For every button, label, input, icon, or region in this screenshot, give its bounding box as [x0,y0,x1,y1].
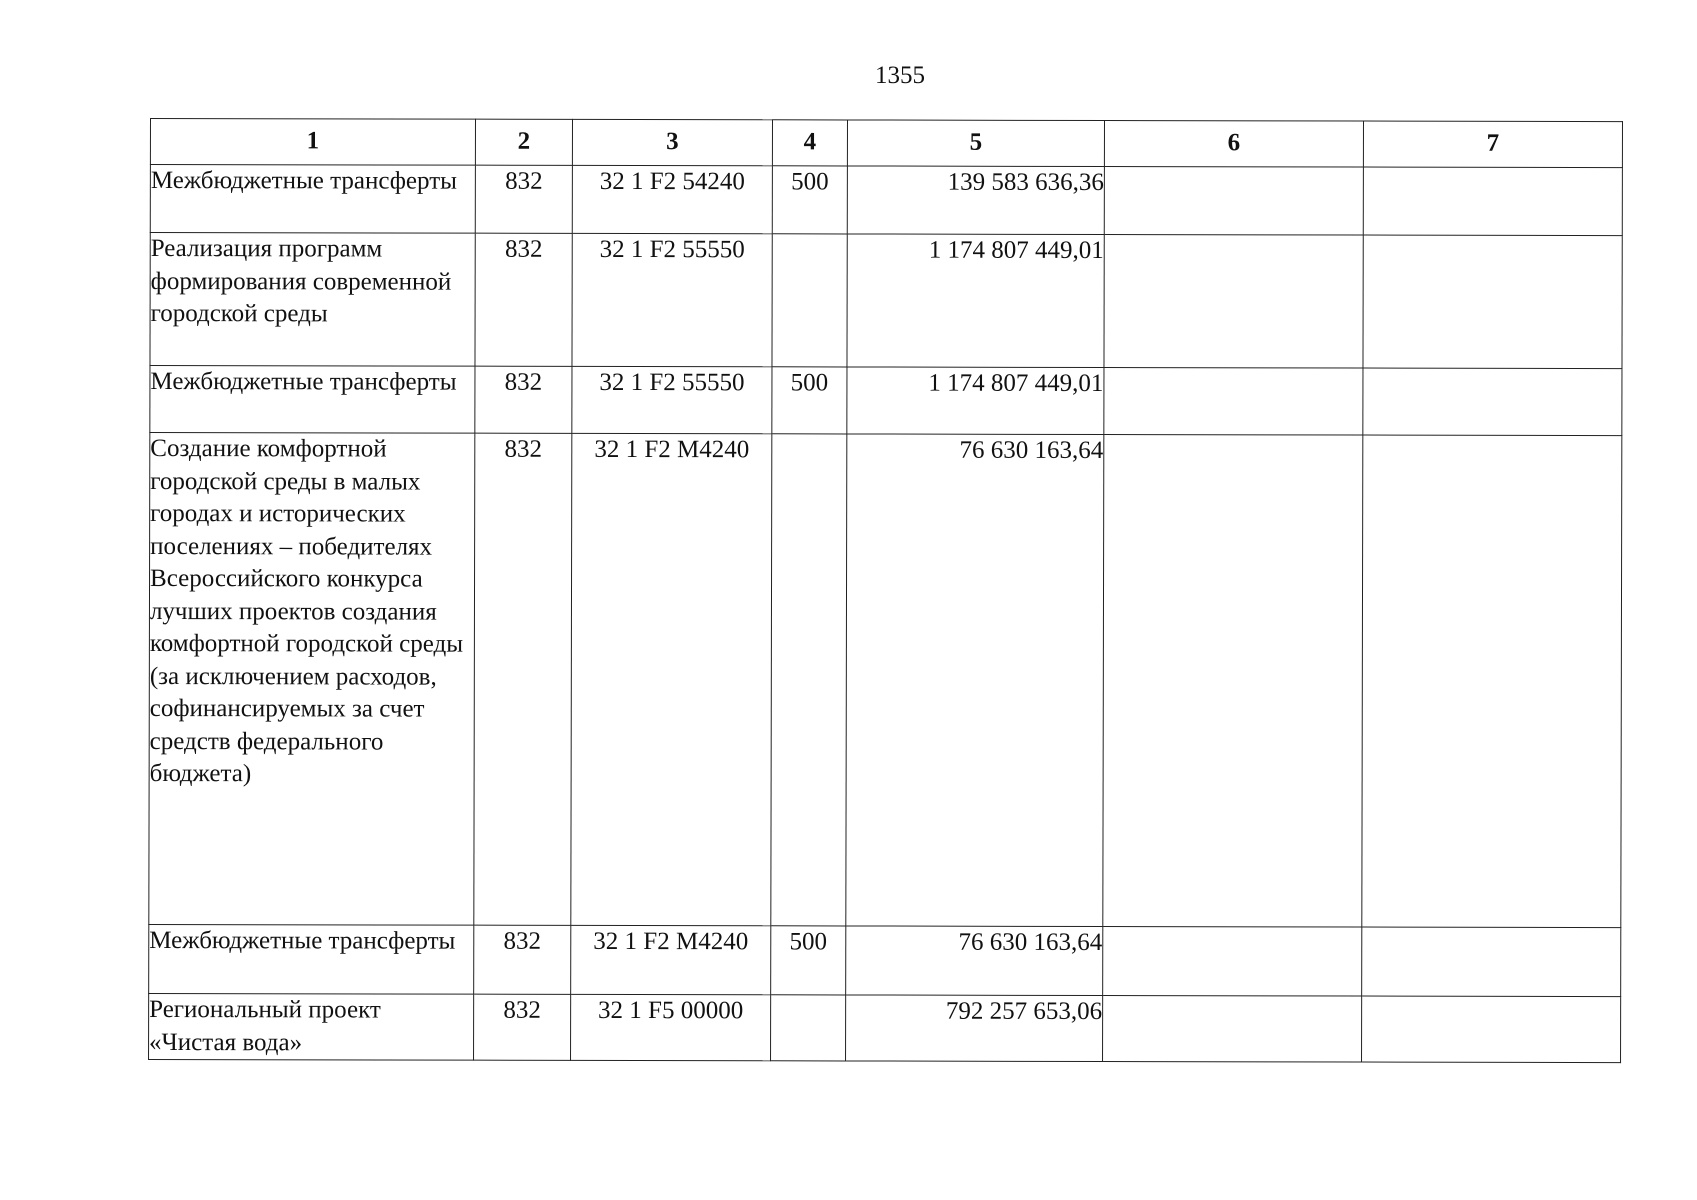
row-code-3: 32 1 F2 M4240 [571,433,772,925]
page-number: 1355 [875,62,925,89]
row-col-6 [1103,995,1362,1062]
row-code-4: 500 [772,367,847,434]
row-code-4 [772,234,847,367]
row-code-2: 832 [475,233,572,366]
row-col-7 [1363,167,1622,236]
row-name: Межбюджетные трансферты [150,366,475,434]
row-code-2: 832 [475,366,572,433]
row-code-2: 832 [474,994,571,1060]
table-row [150,165,1622,236]
column-header-6: 6 [1104,120,1363,167]
row-code-3: 32 1 F2 M4240 [571,925,771,994]
row-col-7 [1363,368,1622,436]
row-col-6 [1104,234,1363,368]
row-col-7 [1363,235,1622,369]
row-code-3: 32 1 F2 55550 [572,366,772,433]
row-code-3: 32 1 F2 54240 [572,165,772,233]
row-code-2: 832 [474,925,571,994]
row-amount: 1 174 807 449,01 [847,234,1104,368]
table-row [149,433,1622,928]
row-code-4: 500 [772,166,847,234]
row-name: Создание комфортной городской среды в малых городах и исторических поселениях – победителях Всероссийского конкурса лучших проектов создания комфортной городской среды (за исключением расходов, софинансируемых за счет средств федерального бюджета) [149,433,475,926]
column-header-4: 4 [772,120,847,166]
table-row [150,233,1622,369]
row-code-2: 832 [474,433,572,925]
budget-table [148,118,1623,1063]
row-col-6 [1103,434,1363,927]
row-col-6 [1104,166,1363,235]
column-header-3: 3 [572,119,772,165]
column-header-2: 2 [475,119,572,165]
row-name: Региональный проект «Чистая вода» [149,993,474,1060]
table-row [150,366,1622,436]
column-header-1: 1 [150,119,475,166]
row-amount: 792 257 653,06 [846,995,1103,1062]
column-header-5: 5 [847,120,1104,167]
row-amount: 76 630 163,64 [846,434,1104,927]
table-row [149,993,1621,1062]
table-row [149,924,1621,996]
row-name: Межбюджетные трансферты [150,165,475,234]
row-amount: 139 583 636,36 [847,166,1104,235]
row-col-7 [1362,435,1622,928]
row-code-3: 32 1 F2 55550 [572,233,772,366]
row-col-7 [1362,996,1621,1063]
row-code-4 [771,995,846,1061]
row-name: Реализация программ формирования современной городской среды [150,233,475,367]
header-row [150,119,1622,168]
row-name: Межбюджетные трансферты [149,924,474,994]
row-amount: 1 174 807 449,01 [847,367,1104,435]
row-code-4 [771,434,847,926]
row-code-4: 500 [771,926,846,995]
row-col-7 [1362,927,1621,997]
row-code-2: 832 [475,165,572,233]
row-amount: 76 630 163,64 [846,926,1103,996]
column-header-7: 7 [1363,121,1622,168]
row-col-6 [1103,926,1362,996]
row-col-6 [1104,367,1363,435]
row-code-3: 32 1 F5 00000 [571,994,771,1060]
